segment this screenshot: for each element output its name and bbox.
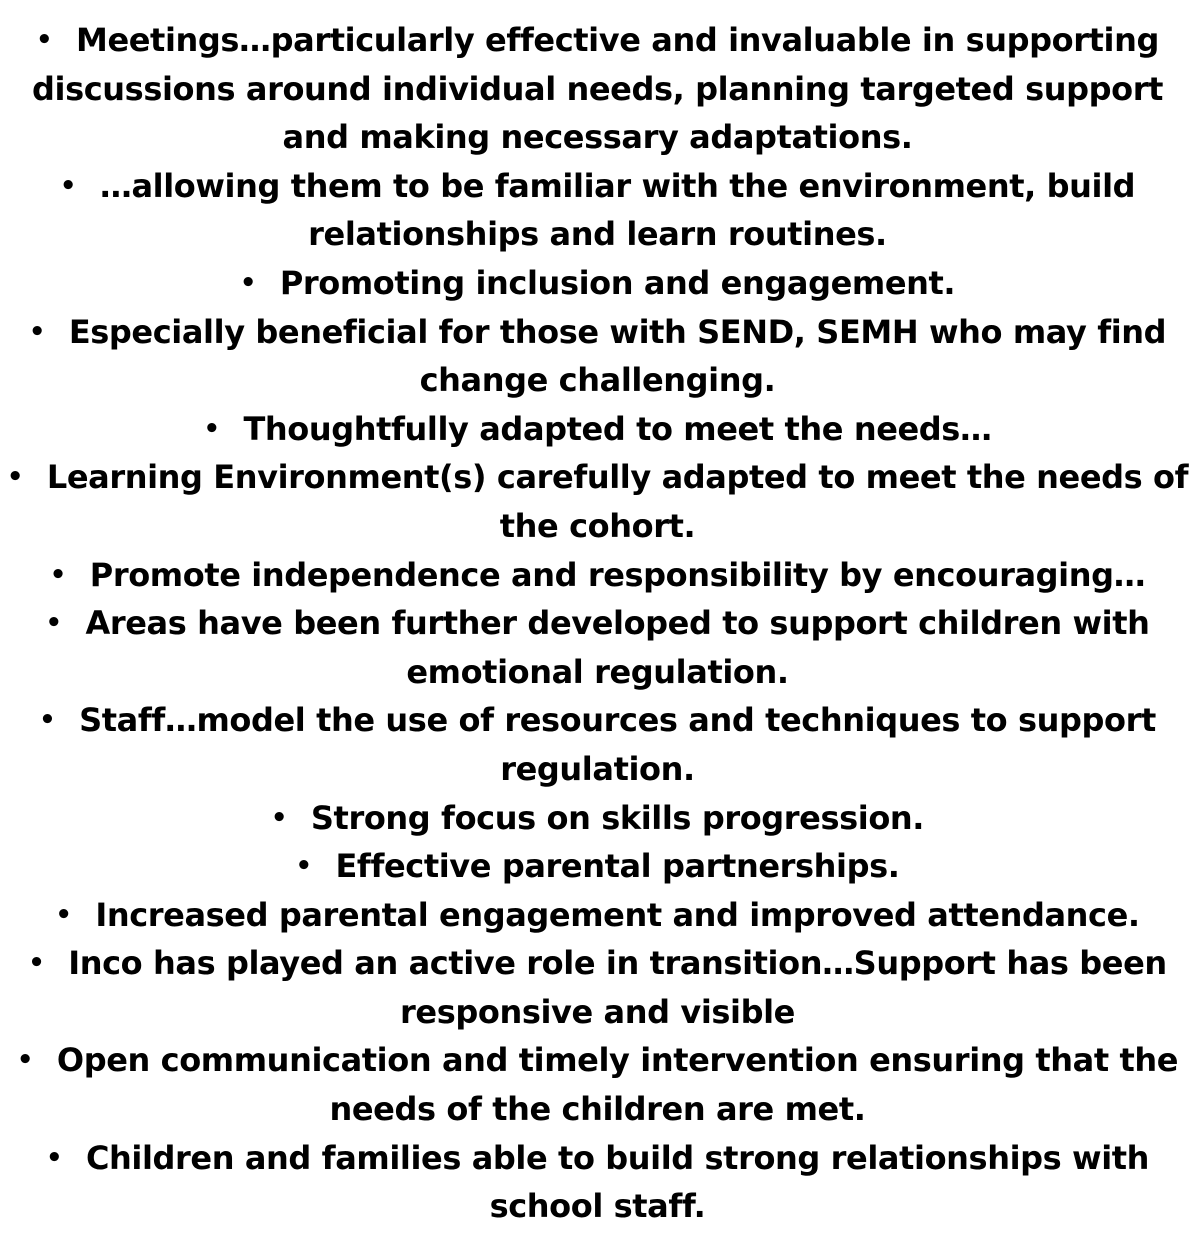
bullet-icon: • xyxy=(39,705,56,736)
bullet-icon: • xyxy=(295,851,312,882)
bullet-icon: • xyxy=(16,1045,34,1076)
list-item-text: Learning Environment(s) carefully adapted to meet the needs of the cohort. xyxy=(46,458,1189,545)
list-item xyxy=(0,794,1195,843)
bullet-list xyxy=(0,16,1195,1231)
bullet-icon: • xyxy=(203,413,220,444)
list-item-text: Open communication and timely intervention ensuring that the needs of the children are met. xyxy=(56,1041,1179,1129)
list-item-text: Inco has played an active role in transition…Support has been responsive and visible xyxy=(68,944,1167,1031)
list-item xyxy=(0,891,1195,940)
bullet-icon: • xyxy=(36,25,53,55)
bullet-icon: • xyxy=(45,1142,63,1173)
bullet-icon: • xyxy=(239,267,257,298)
bullet-icon: • xyxy=(55,899,72,930)
list-item-text: Meetings…particularly effective and invaluable in supporting discussions around individual needs, planning targeted support and making necessary adaptations. xyxy=(32,21,1163,157)
bullet-icon: • xyxy=(270,802,288,833)
bullet-icon: • xyxy=(49,559,66,590)
list-item xyxy=(0,259,1195,308)
list-item-text: Staff…model the use of resources and techniques to support regulation. xyxy=(79,701,1156,788)
list-item xyxy=(0,162,1195,259)
list-item-text: Effective parental partnerships. xyxy=(335,847,900,886)
list-item xyxy=(0,599,1195,696)
list-item-text: Children and families able to build strong relationships with school staff. xyxy=(85,1138,1150,1226)
list-item-text: Areas have been further developed to support children with emotional regulation. xyxy=(85,604,1150,691)
list-item xyxy=(0,1036,1195,1133)
list-item xyxy=(0,405,1195,454)
list-item-text: Promoting inclusion and engagement. xyxy=(279,263,956,302)
bullet-icon: • xyxy=(28,316,46,347)
list-item xyxy=(0,453,1195,550)
bullet-icon: • xyxy=(6,462,24,493)
bullet-icon: • xyxy=(59,170,77,201)
list-item-text: Promote independence and responsibility by encouraging… xyxy=(89,555,1146,594)
list-item-text: Strong focus on skills progression. xyxy=(310,798,925,837)
list-item xyxy=(0,551,1195,600)
list-item xyxy=(0,696,1195,793)
bullet-icon: • xyxy=(45,608,62,639)
list-item xyxy=(0,308,1195,405)
bullet-icon: • xyxy=(28,948,45,979)
list-item xyxy=(0,1134,1195,1231)
list-item-text: Increased parental engagement and improved attendance. xyxy=(95,895,1140,934)
list-item-text: Especially beneficial for those with SEND, SEMH who may find change challenging. xyxy=(68,312,1167,400)
list-item xyxy=(0,939,1195,1036)
list-item-text: …allowing them to be familiar with the environment, build relationships and learn routines. xyxy=(99,166,1136,254)
list-item xyxy=(0,842,1195,891)
list-item xyxy=(0,16,1195,162)
list-item-text: Thoughtfully adapted to meet the needs… xyxy=(243,409,992,448)
